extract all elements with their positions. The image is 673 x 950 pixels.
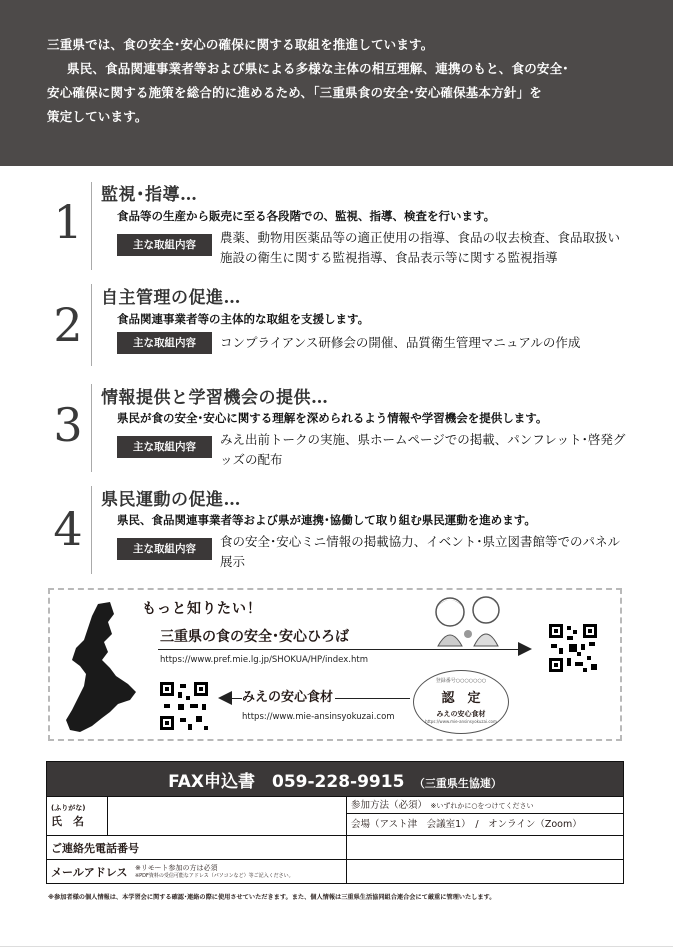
phone-field[interactable] [347, 836, 624, 860]
bottom-rule [0, 946, 673, 947]
site-1-title: 三重県の食の安全･安心ひろば [160, 629, 349, 645]
section-number: 3 [53, 398, 83, 452]
seal-url: https://www.mie-ansinsyokuzai.com [425, 719, 497, 724]
intro-line-1: 三重県では、食の安全･安心の確保に関する取組を推進しています。 [47, 37, 434, 52]
mail-field[interactable] [347, 860, 624, 884]
section-lead: 食品関連事業者等の主体的な取組を支援します。 [117, 312, 370, 326]
section-detail: コンプライアンス研修会の開催、品質衛生管理マニュアルの作成 [220, 335, 581, 350]
section-number: 2 [53, 298, 83, 352]
section-detail: 食の安全･安心ミニ情報の掲載協力、イベント･県立図書館等でのパネル展示 [220, 534, 621, 569]
mail-notes [135, 864, 294, 880]
divider [91, 486, 92, 574]
seal-registration: 登録番号○○○○○○○ [435, 678, 487, 684]
method-heading [347, 797, 623, 814]
fax-org: （三重県生協連） [413, 776, 502, 790]
furigana-label: (ふりがな) [51, 804, 86, 812]
intro-banner [0, 0, 673, 166]
divider [91, 384, 92, 472]
section-lead: 食品等の生産から販売に至る各段階での、監視、指導、検査を行います。 [117, 209, 496, 223]
name-label-cell [47, 797, 108, 836]
section-detail: 農薬、動物用医薬品等の適正使用の指導、食品の収去検査、食品取扱い施設の衛生に関する監視指導、食品表示等に関する監視指導 [220, 230, 621, 265]
section-title: 監視･指導… [101, 185, 198, 205]
method-options[interactable]: 会場（アスト津 会議室1） / オンライン（Zoom） [351, 819, 582, 830]
seal-certified-label: 認 定 [441, 691, 481, 706]
site-1-underline [158, 649, 520, 650]
site-1-link[interactable]: https://www.pref.mie.lg.jp/SHOKUA/HP/index.htm [160, 655, 368, 665]
qr-code-icon[interactable] [158, 680, 210, 732]
section-title: 自主管理の促進… [101, 288, 241, 308]
fax-title: FAX申込書 059-228-9915 [168, 771, 405, 792]
arrow-icon [218, 691, 232, 705]
seal-name: みえの安心食材 [436, 710, 486, 718]
main-activity-badge: 主な取組内容 [117, 234, 212, 256]
more-info-heading: もっと知りたい！ [142, 601, 262, 617]
main-activity-badge: 主な取組内容 [117, 436, 212, 458]
privacy-footnote: ※参加者様の個人情報は、本学習会に関する確認･連絡の際に使用させていただきます。また、個人情報は三重県生活協同組合連合会にて厳重に管理いたします。 [48, 894, 496, 901]
method-note: ※いずれかに○をつけてください [430, 802, 534, 810]
site-2-link[interactable]: https://www.mie-ansinsyokuzai.com [242, 712, 395, 722]
mail-note-pdf: ※PDF資料の受信可能なアドレス（パソコンなど）等ご記入ください。 [134, 872, 294, 879]
divider [91, 284, 92, 366]
section-detail: みえ出前トークの実施、県ホームページでの掲載、パンフレット･啓発グッズの配布 [220, 432, 626, 467]
name-label: 氏 名 [51, 815, 84, 828]
intro-line-2: 県民、食品関連事業者等および県による多様な主体の相互理解、連携のもと、食の安全･ [67, 61, 569, 76]
mie-map-icon [58, 600, 138, 735]
section-title: 県民運動の促進… [101, 490, 241, 510]
participation-method-cell [347, 797, 624, 836]
arrow-icon [518, 642, 532, 656]
section-number: 1 [53, 195, 83, 249]
section-lead: 県民が食の安全･安心に関する理解を深められるよう情報や学習機会を提供します。 [117, 411, 548, 425]
intro-line-3: 安心確保に関する施策を総合的に進めるため、「三重県食の安全･安心確保基本方針」を [47, 85, 543, 100]
fax-header [47, 762, 624, 797]
qr-code-icon[interactable] [547, 622, 599, 674]
intro-line-4: 策定しています。 [47, 109, 148, 124]
section-lead: 県民、食品関連事業者等および県が連携･協働して取り組む県民運動を進めます。 [117, 513, 536, 527]
mail-label: メールアドレス [51, 865, 128, 879]
method-label: 参加方法（必須） [351, 800, 428, 811]
phone-label: ご連絡先電話番号 [47, 836, 347, 860]
children-illustration [418, 592, 516, 648]
site-2-title: みえの安心食材 [242, 686, 335, 705]
main-activity-badge: 主な取組内容 [117, 538, 212, 560]
name-field[interactable] [108, 797, 347, 836]
certification-seal [413, 670, 509, 734]
section-title: 情報提供と学習機会の提供… [101, 388, 329, 408]
section-number: 4 [53, 502, 83, 556]
divider [91, 182, 92, 270]
mail-note-required: ※リモート参加の方は必須 [134, 863, 218, 872]
mail-label-cell [47, 860, 347, 884]
fax-application-form [46, 761, 624, 884]
main-activity-badge: 主な取組内容 [117, 332, 212, 354]
